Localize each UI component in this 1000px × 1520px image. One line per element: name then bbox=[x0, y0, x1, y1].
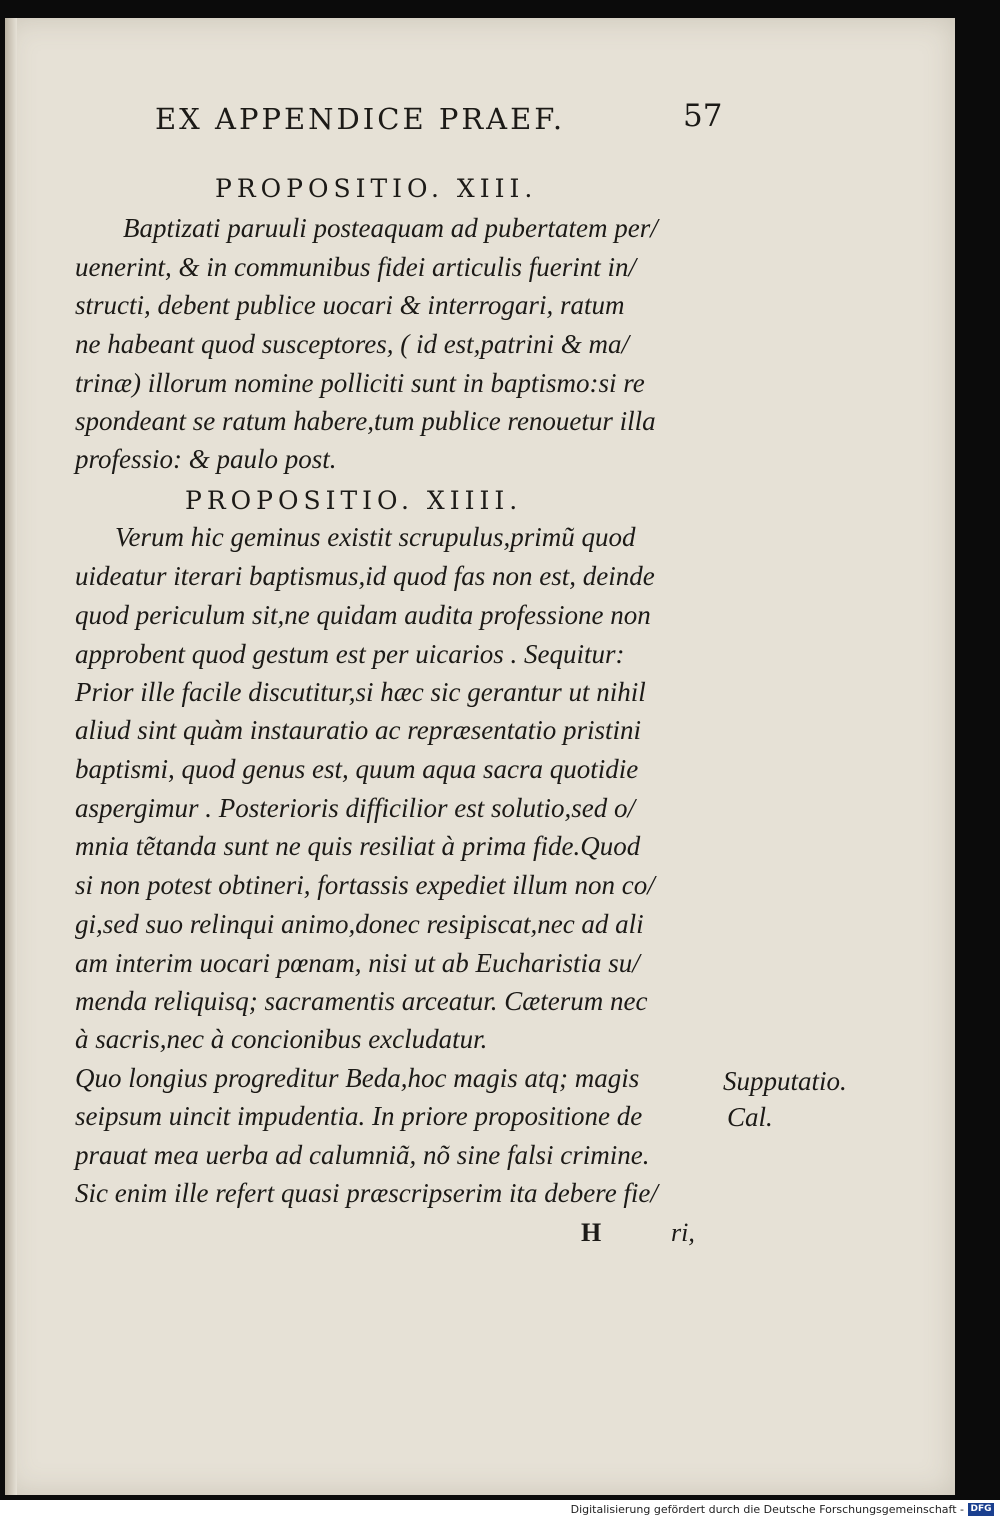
signature-mark: H bbox=[581, 1218, 602, 1247]
text-line: aspergimur . Posterioris difficilior est solutio,sed o/ bbox=[75, 793, 636, 823]
dfg-logo: DFG bbox=[968, 1503, 994, 1516]
text-line: uideatur iterari baptismus,id quod fas non est, deinde bbox=[75, 561, 655, 591]
text-line: ne habeant quod susceptores, ( id est,patrini & ma/ bbox=[75, 329, 629, 359]
text-line: professio: & paulo post. bbox=[75, 444, 337, 474]
margin-note: Cal. bbox=[727, 1102, 773, 1132]
margin-note: Supputatio. bbox=[723, 1066, 847, 1096]
text-line: uenerint, & in communibus fidei articulis fuerint in/ bbox=[75, 252, 636, 282]
text-line: quod periculum sit,ne quidam audita professione non bbox=[75, 600, 651, 630]
text-line: prauat mea uerba ad calumniã, nõ sine falsi crimine. bbox=[75, 1140, 650, 1170]
text-line: aliud sint quàm instauratio ac repræsentatio pristini bbox=[75, 715, 642, 745]
text-line: approbent quod gestum est per uicarios . Sequitur: bbox=[75, 639, 625, 669]
text-line: si non potest obtineri, fortassis expediet illum non co/ bbox=[75, 870, 655, 900]
text-line: Prior ille facile discutitur,si hæc sic gerantur ut nihil bbox=[75, 677, 646, 707]
running-head: EX APPENDICE PRAEF. bbox=[155, 102, 566, 136]
book-page bbox=[5, 18, 955, 1495]
text-line: Verum hic geminus existit scrupulus,primũ quod bbox=[115, 522, 636, 552]
text-line: Quo longius progreditur Beda,hoc magis atq; magis bbox=[75, 1063, 640, 1093]
text-line: menda reliquisq; sacramentis arceatur. Cæterum nec bbox=[75, 986, 648, 1016]
footer-bar bbox=[0, 1500, 1000, 1520]
text-line: baptismi, quod genus est, quum aqua sacra quotidie bbox=[75, 754, 639, 784]
catchword: ri, bbox=[671, 1218, 695, 1247]
text-line: Sic enim ille refert quasi præscripserim ita debere fie/ bbox=[75, 1178, 658, 1208]
page-number: 57 bbox=[683, 98, 723, 134]
text-line: à sacris,nec à concionibus excludatur. bbox=[75, 1024, 488, 1054]
text-line: mnia tẽtanda sunt ne quis resiliat à prima fide.Quod bbox=[75, 831, 641, 861]
footer-credit: Digitalisierung gefördert durch die Deutsche Forschungsgemeinschaft - bbox=[570, 1503, 964, 1516]
text-line: spondeant se ratum habere,tum publice renouetur illa bbox=[75, 406, 656, 436]
text-line: Baptizati paruuli posteaquam ad pubertatem per/ bbox=[123, 213, 658, 243]
text-line: am interim uocari pœnam, nisi ut ab Eucharistia su/ bbox=[75, 948, 640, 978]
text-line: trinæ) illorum nomine polliciti sunt in baptismo:si re bbox=[75, 368, 645, 398]
text-line: seipsum uincit impudentia. In priore propositione de bbox=[75, 1101, 643, 1131]
section-heading: PROPOSITIO. XIII. bbox=[215, 174, 538, 203]
text-line: gi,sed suo relinqui animo,donec resipiscat,nec ad ali bbox=[75, 909, 644, 939]
text-line: structi, debent publice uocari & interrogari, ratum bbox=[75, 290, 625, 320]
section-heading: PROPOSITIO. XIIII. bbox=[185, 486, 523, 515]
page-gutter-shadow bbox=[5, 18, 17, 1495]
